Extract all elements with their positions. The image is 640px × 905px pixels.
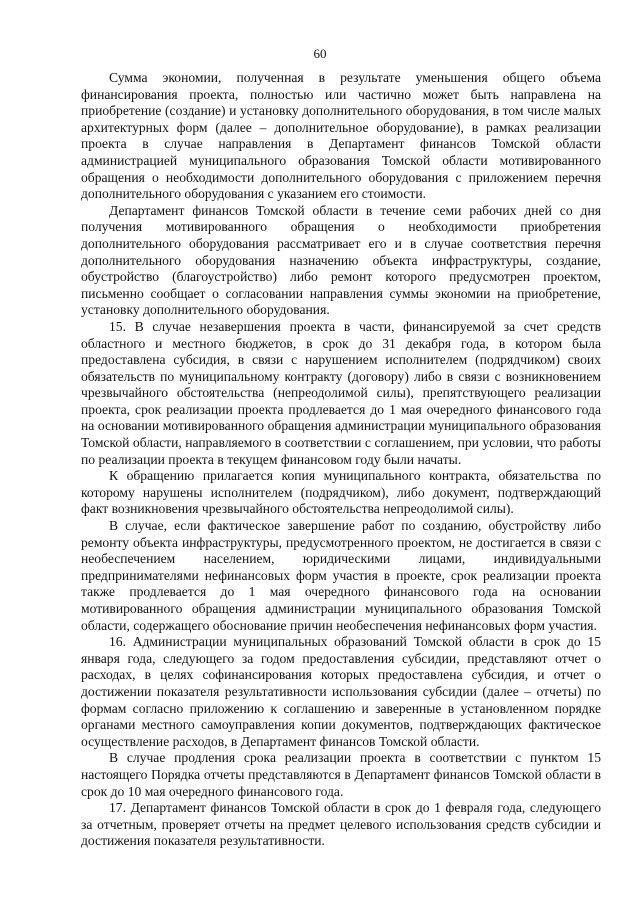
paragraph-clause-16: 16. Администрации муниципальных образований Томской области в срок до 15 января года, следующего за годом предоставления субсидии, представляют отчет о расходах, в целях софинансирования которых предоставлена субсидия, и отчет о достижении показателя результативности использования субсидии (далее – отчеты) по формам согласно приложению к соглашению и заверенные в установленном порядке органами местного самоуправления копии документов, подтверждающих фактическое осуществление расходов, в Департамент финансов Томской области. bbox=[81, 634, 601, 749]
paragraph-extension-reports: В случае продления срока реализации проекта в соответствии с пунктом 15 настоящего Порядка отчеты представляются в Департамент финансов Томской области в срок до 10 мая очередного финансового года. bbox=[81, 750, 601, 799]
paragraph-finance-department-review: Департамент финансов Томской области в течение семи рабочих дней со дня получения мотивированного обращения о необходимости приобретения дополнительного оборудования рассматривает его и в случае соответствия перечня дополнительного оборудования назначению объекта инфраструктуры, создание, обустройство (благоустройство) либо ремонт которого предусмотрен проектом, письменно сообщает о согласовании направления суммы экономии на приобретение, установку дополнительного оборудования. bbox=[81, 202, 601, 318]
paragraph-appeal-attachment: К обращению прилагается копия муниципального контракта, обязательства по которому нарушены исполнителем (подрядчиком), либо документ, подтверждающий факт возникновения чрезвычайного обстоятельства непреодолимой силы). bbox=[81, 468, 601, 517]
paragraph-non-financial-participation: В случае, если фактическое завершение работ по созданию, обустройству либо ремонту объекта инфраструктуры, предусмотренного проектом, не достигается в связи с необеспечением населением, юридическими лицами, индивидуальными предпринимателями нефинансовых форм участия в проекте, срок реализации проекта также продлевается до 1 мая очередного финансового года на основании мотивированного обращения администрации муниципального образования Томской области, содержащего обоснование причин необеспечения нефинансовых форм участия. bbox=[81, 518, 601, 633]
paragraph-savings-amount: Сумма экономии, полученная в результате уменьшения общего объема финансирования проекта, полностью или частично может быть направлена на приобретение (создание) и установку дополнительного оборудования, в том числе малых архитектурных форм (далее – дополнительное оборудование), в рамках реализации проекта в случае направления в Департамент финансов Томской области администрацией муниципального образования Томской области мотивированного обращения о необходимости дополнительного оборудования с приложением перечня дополнительного оборудования с указанием его стоимости. bbox=[81, 70, 601, 202]
paragraph-clause-15: 15. В случае незавершения проекта в части, финансируемой за счет средств областного и местного бюджетов, в срок до 31 декабря года, в котором была предоставлена субсидия, в связи с нарушением исполнителем (подрядчиком) своих обязательств по муниципальному контракту (договору) либо в связи с возникновением чрезвычайного обстоятельства (непреодолимой силы), препятствующего реализации проекта, срок реализации проекта продлевается до 1 мая очередного финансового года на основании мотивированного обращения администрации муниципального образования Томской области, направляемого в соответствии с соглашением, при условии, что работы по реализации проекта в текущем финансовом году были начаты. bbox=[81, 318, 601, 467]
page-number: 60 bbox=[313, 46, 327, 61]
paragraph-clause-17: 17. Департамент финансов Томской области в срок до 1 февраля года, следующего за отчетным, проверяет отчеты на предмет целевого использования средств субсидии и достижения показателя результативности. bbox=[81, 800, 601, 849]
document-body bbox=[81, 70, 601, 850]
